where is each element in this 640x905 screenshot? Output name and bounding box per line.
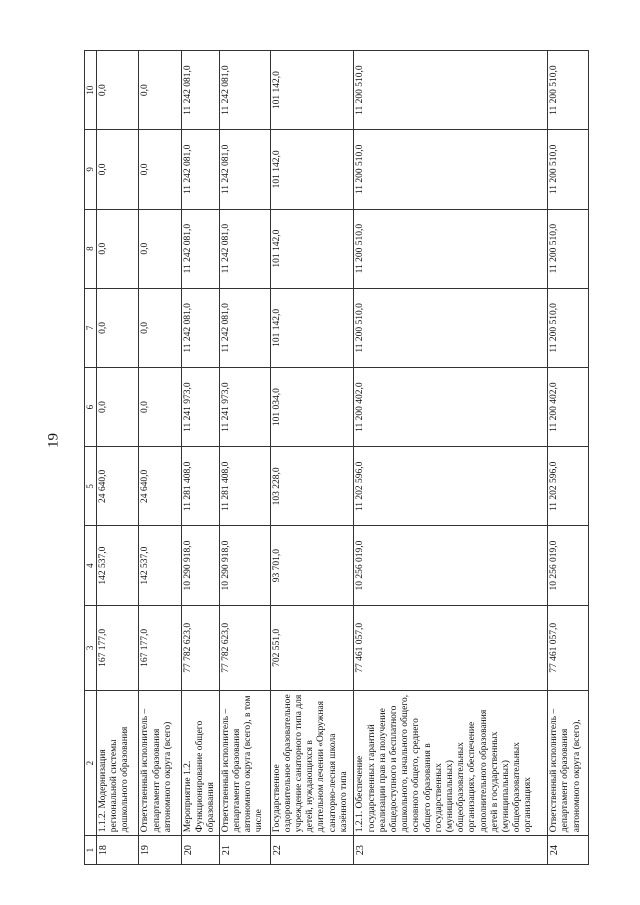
cell-value: 142 537,0: [96, 526, 139, 605]
table-row: [270, 51, 354, 865]
cell-value: 0,0: [139, 288, 182, 367]
table-row: [548, 51, 589, 865]
cell-value: 10 290 918,0: [182, 526, 219, 605]
cell-value: 0,0: [96, 209, 139, 288]
column-header: 7: [85, 288, 97, 367]
table-row: [182, 51, 219, 865]
cell-value: 11 200 402,0: [548, 367, 589, 446]
cell-value: 11 242 081,0: [219, 51, 270, 130]
cell-value: 101 142,0: [270, 209, 354, 288]
table-row: [139, 51, 182, 865]
cell-value: 24 640,0: [96, 447, 139, 526]
column-header: 2: [85, 690, 97, 835]
cell-value: 167 177,0: [139, 605, 182, 690]
cell-value: 0,0: [96, 51, 139, 130]
column-header: 5: [85, 447, 97, 526]
cell-value: 0,0: [139, 367, 182, 446]
cell-value: 11 281 408,0: [219, 447, 270, 526]
row-name: 1.1.2. Модернизация региональной системы дошкольного образования: [96, 690, 139, 835]
row-name: Государственное оздоровительное образовательное учреждение санаторного типа для детей, нуждающихся в длительном лечении «Окружная санаторно-лесная школа казённого типа: [270, 690, 354, 835]
cell-value: 11 200 510,0: [548, 130, 589, 209]
cell-value: 0,0: [96, 367, 139, 446]
column-header: 6: [85, 367, 97, 446]
cell-value: 11 242 081,0: [182, 130, 219, 209]
row-number: 24: [548, 836, 589, 865]
cell-value: 101 142,0: [270, 130, 354, 209]
row-name: Мероприятие 1.2. Функционирование общего образования: [182, 690, 219, 835]
cell-value: 10 290 918,0: [219, 526, 270, 605]
cell-value: 11 202 596,0: [548, 447, 589, 526]
table-row: [354, 51, 548, 865]
cell-value: 11 200 510,0: [354, 209, 548, 288]
cell-value: 702 551,0: [270, 605, 354, 690]
column-header: 8: [85, 209, 97, 288]
cell-value: 0,0: [139, 51, 182, 130]
cell-value: 77 461 057,0: [548, 605, 589, 690]
row-number: 18: [96, 836, 139, 865]
row-number: 23: [354, 836, 548, 865]
cell-value: 11 200 510,0: [548, 288, 589, 367]
column-header: 1: [85, 836, 97, 865]
cell-value: 101 142,0: [270, 288, 354, 367]
cell-value: 11 200 402,0: [354, 367, 548, 446]
cell-value: 11 200 510,0: [548, 209, 589, 288]
cell-value: 0,0: [139, 130, 182, 209]
cell-value: 11 200 510,0: [354, 288, 548, 367]
cell-value: 11 242 081,0: [219, 130, 270, 209]
column-header: 9: [85, 130, 97, 209]
row-name: Ответственный исполнитель – департамент образования автономного округа (всего), в том числе: [219, 690, 270, 835]
column-header: 4: [85, 526, 97, 605]
cell-value: 93 701,0: [270, 526, 354, 605]
cell-value: 77 782 623,0: [219, 605, 270, 690]
cell-value: 77 461 057,0: [354, 605, 548, 690]
cell-value: 11 241 973,0: [182, 367, 219, 446]
table-row: [219, 51, 270, 865]
cell-value: 0,0: [96, 130, 139, 209]
cell-value: 101 142,0: [270, 51, 354, 130]
cell-value: 24 640,0: [139, 447, 182, 526]
header-row: [85, 51, 97, 865]
cell-value: 11 202 596,0: [354, 447, 548, 526]
column-header: 3: [85, 605, 97, 690]
document-page: [84, 50, 589, 865]
cell-value: 167 177,0: [96, 605, 139, 690]
cell-value: 103 228,0: [270, 447, 354, 526]
row-number: 21: [219, 836, 270, 865]
cell-value: 11 242 081,0: [219, 288, 270, 367]
row-number: 22: [270, 836, 354, 865]
cell-value: 11 200 510,0: [354, 51, 548, 130]
page-number: 19: [45, 433, 62, 448]
cell-value: 11 242 081,0: [182, 51, 219, 130]
cell-value: 11 281 408,0: [182, 447, 219, 526]
table-row: [96, 51, 139, 865]
cell-value: 10 256 019,0: [548, 526, 589, 605]
cell-value: 142 537,0: [139, 526, 182, 605]
cell-value: 0,0: [96, 288, 139, 367]
cell-value: 11 242 081,0: [182, 288, 219, 367]
cell-value: 11 200 510,0: [548, 51, 589, 130]
budget-table: [84, 50, 589, 865]
row-name: 1.2.1. Обеспечение государственных гарантий реализации прав на получение общедоступного и бесплатного дошкольного, начального общего, основного общего, среднего общего образования в государственных (муниципальных) общеобразовательных организациях, обеспечение дополнительного образования детей в государственных (муниципальных) общеобразовательных организациях: [354, 690, 548, 835]
row-number: 20: [182, 836, 219, 865]
rotated-table-container: [84, 50, 589, 865]
column-header: 10: [85, 51, 97, 130]
cell-value: 11 242 081,0: [219, 209, 270, 288]
row-name: Ответственный исполнитель – департамент образования автономного округа (всего): [139, 690, 182, 835]
cell-value: 10 256 019,0: [354, 526, 548, 605]
cell-value: 77 782 623,0: [182, 605, 219, 690]
row-number: 19: [139, 836, 182, 865]
cell-value: 11 242 081,0: [182, 209, 219, 288]
row-name: Ответственный исполнитель – департамент образования автономного округа (всего),: [548, 690, 589, 835]
cell-value: 101 034,0: [270, 367, 354, 446]
cell-value: 11 200 510,0: [354, 130, 548, 209]
cell-value: 0,0: [139, 209, 182, 288]
cell-value: 11 241 973,0: [219, 367, 270, 446]
